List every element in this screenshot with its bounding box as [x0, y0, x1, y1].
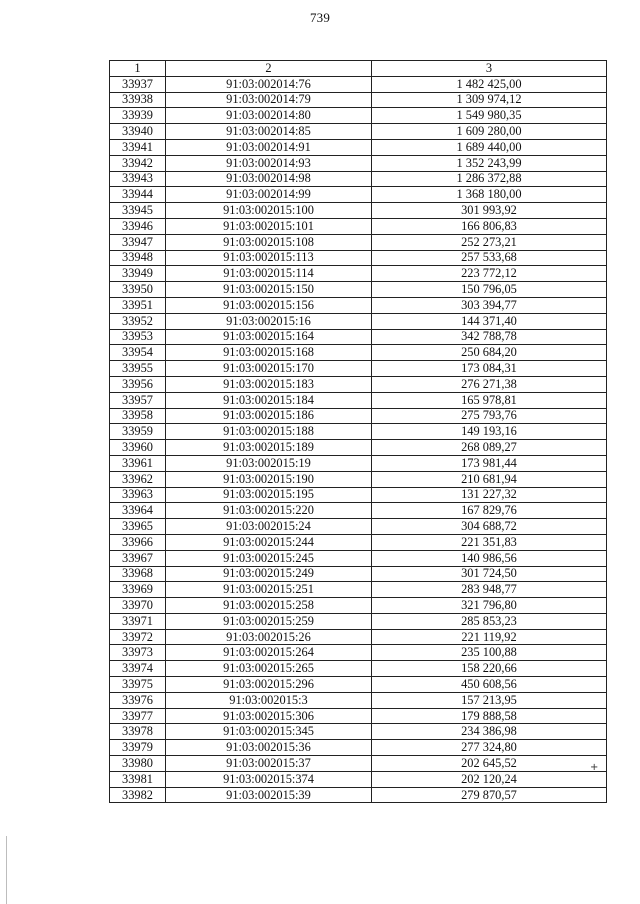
row-number-cell: 33960	[110, 440, 166, 456]
cadastral-number-cell: 91:03:002014:93	[166, 155, 372, 171]
table-row	[110, 424, 607, 440]
value-cell: 1 309 974,12	[372, 92, 607, 108]
table-row	[110, 250, 607, 266]
cadastral-number-cell: 91:03:002015:186	[166, 408, 372, 424]
value-cell: 173 084,31	[372, 361, 607, 377]
cadastral-number-cell: 91:03:002015:189	[166, 440, 372, 456]
table-row	[110, 661, 607, 677]
row-number-cell: 33954	[110, 345, 166, 361]
cadastral-number-cell: 91:03:002015:258	[166, 598, 372, 614]
cadastral-number-cell: 91:03:002014:99	[166, 187, 372, 203]
table-row	[110, 139, 607, 155]
table-row	[110, 692, 607, 708]
table-row	[110, 155, 607, 171]
cadastral-number-cell: 91:03:002015:100	[166, 203, 372, 219]
cadastral-number-cell: 91:03:002015:345	[166, 724, 372, 740]
row-number-cell: 33953	[110, 329, 166, 345]
table-row	[110, 487, 607, 503]
table-body	[110, 76, 607, 803]
cadastral-number-cell: 91:03:002014:79	[166, 92, 372, 108]
value-cell: 157 213,95	[372, 692, 607, 708]
table-row	[110, 629, 607, 645]
row-number-cell: 33939	[110, 108, 166, 124]
row-number-cell: 33961	[110, 455, 166, 471]
row-number-cell: 33956	[110, 376, 166, 392]
cadastral-number-cell: 91:03:002015:156	[166, 297, 372, 313]
cadastral-number-cell: 91:03:002015:190	[166, 471, 372, 487]
table-row	[110, 92, 607, 108]
row-number-cell: 33940	[110, 124, 166, 140]
row-number-cell: 33950	[110, 282, 166, 298]
value-cell: 202 645,52	[372, 756, 607, 772]
table-row	[110, 218, 607, 234]
cadastral-number-cell: 91:03:002015:244	[166, 534, 372, 550]
cadastral-number-cell: 91:03:002015:264	[166, 645, 372, 661]
table-row	[110, 582, 607, 598]
row-number-cell: 33969	[110, 582, 166, 598]
table-row	[110, 203, 607, 219]
table-row	[110, 124, 607, 140]
value-cell: 252 273,21	[372, 234, 607, 250]
table-row	[110, 282, 607, 298]
table-row	[110, 787, 607, 803]
column-header-3: 3	[372, 61, 607, 77]
table-row	[110, 708, 607, 724]
row-number-cell: 33972	[110, 629, 166, 645]
cadastral-number-cell: 91:03:002015:39	[166, 787, 372, 803]
cadastral-number-cell: 91:03:002015:220	[166, 503, 372, 519]
table-row	[110, 471, 607, 487]
row-number-cell: 33978	[110, 724, 166, 740]
cadastral-number-cell: 91:03:002015:245	[166, 550, 372, 566]
cadastral-number-cell: 91:03:002014:91	[166, 139, 372, 155]
table-row	[110, 503, 607, 519]
value-cell: 303 394,77	[372, 297, 607, 313]
table-row	[110, 677, 607, 693]
value-cell: 277 324,80	[372, 740, 607, 756]
value-cell: 167 829,76	[372, 503, 607, 519]
table-row	[110, 376, 607, 392]
cadastral-number-cell: 91:03:002015:16	[166, 313, 372, 329]
table-row	[110, 756, 607, 772]
table-header-row	[110, 61, 607, 77]
row-number-cell: 33974	[110, 661, 166, 677]
row-number-cell: 33965	[110, 519, 166, 535]
row-number-cell: 33944	[110, 187, 166, 203]
row-number-cell: 33942	[110, 155, 166, 171]
row-number-cell: 33945	[110, 203, 166, 219]
cadastral-number-cell: 91:03:002015:164	[166, 329, 372, 345]
table-row	[110, 534, 607, 550]
table-row	[110, 187, 607, 203]
row-number-cell: 33952	[110, 313, 166, 329]
table-row	[110, 519, 607, 535]
value-cell: 173 981,44	[372, 455, 607, 471]
table-row	[110, 108, 607, 124]
row-number-cell: 33968	[110, 566, 166, 582]
table-row	[110, 361, 607, 377]
row-number-cell: 33957	[110, 392, 166, 408]
table-row	[110, 613, 607, 629]
row-number-cell: 33981	[110, 771, 166, 787]
value-cell: 304 688,72	[372, 519, 607, 535]
value-cell: 250 684,20	[372, 345, 607, 361]
value-cell: 276 271,38	[372, 376, 607, 392]
row-number-cell: 33970	[110, 598, 166, 614]
table-row	[110, 771, 607, 787]
table-row	[110, 266, 607, 282]
table-row	[110, 440, 607, 456]
row-number-cell: 33975	[110, 677, 166, 693]
value-cell: 1 368 180,00	[372, 187, 607, 203]
row-number-cell: 33980	[110, 756, 166, 772]
value-cell: 234 386,98	[372, 724, 607, 740]
table-row	[110, 392, 607, 408]
value-cell: 268 089,27	[372, 440, 607, 456]
value-cell: 150 796,05	[372, 282, 607, 298]
cadastral-number-cell: 91:03:002015:188	[166, 424, 372, 440]
value-cell: 165 978,81	[372, 392, 607, 408]
table-row	[110, 550, 607, 566]
value-cell: 279 870,57	[372, 787, 607, 803]
value-cell: 202 120,24	[372, 771, 607, 787]
value-cell: 235 100,88	[372, 645, 607, 661]
value-cell: 257 533,68	[372, 250, 607, 266]
table-row	[110, 566, 607, 582]
value-cell: 301 724,50	[372, 566, 607, 582]
row-number-cell: 33938	[110, 92, 166, 108]
table-row	[110, 171, 607, 187]
table-row	[110, 645, 607, 661]
cadastral-number-cell: 91:03:002015:26	[166, 629, 372, 645]
cadastral-number-cell: 91:03:002015:306	[166, 708, 372, 724]
table-row	[110, 329, 607, 345]
row-number-cell: 33971	[110, 613, 166, 629]
value-cell: 301 993,92	[372, 203, 607, 219]
value-cell: 1 482 425,00	[372, 76, 607, 92]
value-cell: 1 609 280,00	[372, 124, 607, 140]
cadastral-number-cell: 91:03:002015:259	[166, 613, 372, 629]
cadastral-number-cell: 91:03:002015:265	[166, 661, 372, 677]
value-cell: 179 888,58	[372, 708, 607, 724]
value-cell: 131 227,32	[372, 487, 607, 503]
table-row	[110, 297, 607, 313]
table-row	[110, 598, 607, 614]
row-number-cell: 33977	[110, 708, 166, 724]
row-number-cell: 33976	[110, 692, 166, 708]
row-number-cell: 33951	[110, 297, 166, 313]
cadastral-number-cell: 91:03:002015:249	[166, 566, 372, 582]
row-number-cell: 33958	[110, 408, 166, 424]
value-cell: 210 681,94	[372, 471, 607, 487]
table-row	[110, 455, 607, 471]
table-row	[110, 76, 607, 92]
value-cell: 166 806,83	[372, 218, 607, 234]
cadastral-number-cell: 91:03:002014:98	[166, 171, 372, 187]
row-number-cell: 33982	[110, 787, 166, 803]
value-cell: 283 948,77	[372, 582, 607, 598]
row-number-cell: 33967	[110, 550, 166, 566]
cadastral-number-cell: 91:03:002015:24	[166, 519, 372, 535]
table-row	[110, 724, 607, 740]
value-cell: 1 549 980,35	[372, 108, 607, 124]
value-cell: 221 351,83	[372, 534, 607, 550]
value-cell: 144 371,40	[372, 313, 607, 329]
cadastral-number-cell: 91:03:002015:19	[166, 455, 372, 471]
value-cell: 1 352 243,99	[372, 155, 607, 171]
cadastral-number-cell: 91:03:002015:108	[166, 234, 372, 250]
row-number-cell: 33966	[110, 534, 166, 550]
page-number: 739	[309, 10, 331, 25]
cadastral-number-cell: 91:03:002015:3	[166, 692, 372, 708]
value-cell: 149 193,16	[372, 424, 607, 440]
cadastral-number-cell: 91:03:002014:76	[166, 76, 372, 92]
cadastral-number-cell: 91:03:002015:37	[166, 756, 372, 772]
cadastral-number-cell: 91:03:002015:170	[166, 361, 372, 377]
table-row	[110, 234, 607, 250]
value-cell: 140 986,56	[372, 550, 607, 566]
edge-mark: +	[590, 762, 599, 773]
row-number-cell: 33959	[110, 424, 166, 440]
value-cell: 275 793,76	[372, 408, 607, 424]
scan-margin-line	[6, 836, 7, 904]
cadastral-number-cell: 91:03:002015:296	[166, 677, 372, 693]
row-number-cell: 33947	[110, 234, 166, 250]
value-cell: 321 796,80	[372, 598, 607, 614]
data-table	[109, 60, 607, 803]
cadastral-number-cell: 91:03:002015:168	[166, 345, 372, 361]
cadastral-number-cell: 91:03:002015:150	[166, 282, 372, 298]
cadastral-number-cell: 91:03:002014:85	[166, 124, 372, 140]
row-number-cell: 33948	[110, 250, 166, 266]
row-number-cell: 33949	[110, 266, 166, 282]
value-cell: 221 119,92	[372, 629, 607, 645]
cadastral-number-cell: 91:03:002015:251	[166, 582, 372, 598]
row-number-cell: 33963	[110, 487, 166, 503]
data-table-container	[109, 60, 606, 803]
row-number-cell: 33973	[110, 645, 166, 661]
row-number-cell: 33937	[110, 76, 166, 92]
table-row	[110, 345, 607, 361]
cadastral-number-cell: 91:03:002015:374	[166, 771, 372, 787]
cadastral-number-cell: 91:03:002015:36	[166, 740, 372, 756]
cadastral-number-cell: 91:03:002015:184	[166, 392, 372, 408]
value-cell: 450 608,56	[372, 677, 607, 693]
cadastral-number-cell: 91:03:002015:101	[166, 218, 372, 234]
row-number-cell: 33964	[110, 503, 166, 519]
cadastral-number-cell: 91:03:002015:113	[166, 250, 372, 266]
cadastral-number-cell: 91:03:002015:183	[166, 376, 372, 392]
column-header-1: 1	[110, 61, 166, 77]
table-row	[110, 313, 607, 329]
row-number-cell: 33943	[110, 171, 166, 187]
value-cell: 158 220,66	[372, 661, 607, 677]
column-header-2: 2	[166, 61, 372, 77]
cadastral-number-cell: 91:03:002014:80	[166, 108, 372, 124]
cadastral-number-cell: 91:03:002015:114	[166, 266, 372, 282]
value-cell: 1 286 372,88	[372, 171, 607, 187]
row-number-cell: 33941	[110, 139, 166, 155]
value-cell: 342 788,78	[372, 329, 607, 345]
table-row	[110, 408, 607, 424]
value-cell: 285 853,23	[372, 613, 607, 629]
row-number-cell: 33955	[110, 361, 166, 377]
table-row	[110, 740, 607, 756]
row-number-cell: 33962	[110, 471, 166, 487]
value-cell: 223 772,12	[372, 266, 607, 282]
cadastral-number-cell: 91:03:002015:195	[166, 487, 372, 503]
row-number-cell: 33979	[110, 740, 166, 756]
value-cell: 1 689 440,00	[372, 139, 607, 155]
row-number-cell: 33946	[110, 218, 166, 234]
